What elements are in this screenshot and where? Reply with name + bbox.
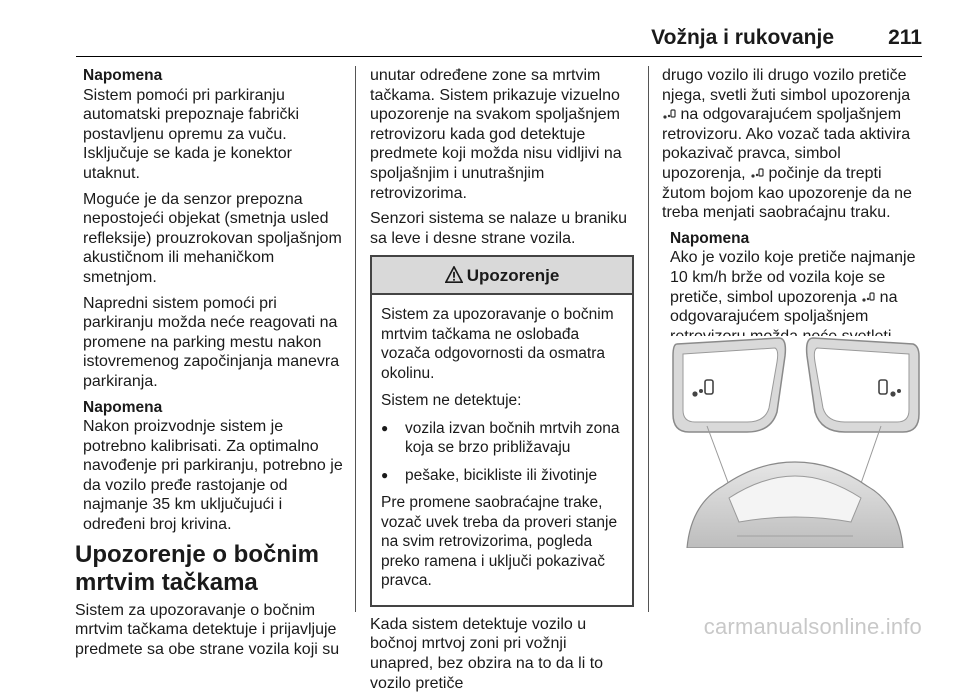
text-run: počinje da trepti žutom bojom kao upozorenje da ne treba menjati saobraćajnu traku. <box>662 164 912 222</box>
warning-title: Upozorenje <box>466 265 560 285</box>
column-left <box>75 66 345 665</box>
paragraph: Moguće je da senzor prepozna nepostojeći objekat (smetnja usled refleksije) prouzrokovan spoljašnjom akustičnom ili mehaničkom smetnjom. <box>83 190 342 286</box>
mirror-illustration <box>667 336 923 548</box>
paragraph: Senzori sistema se nalaze u braniku sa leve i desne strane vozila. <box>370 210 628 247</box>
paragraph: Napredni sistem pomoći pri parkiranju možda neće reagovati na promene na parking mestu nakon istovremenog započinjanja manevra parkiranja. <box>83 294 340 390</box>
warning-text: Pre promene saobraćajne trake, vozač uvek treba da proveri stanje na svim retrovizorima, pogleda preko ramena i uključi pokazivač pravca. <box>381 494 618 590</box>
text-run: na odgovarajućem spoljašnjem retrovizoru. Ako vozač tada aktivira pokazivač pravca, simbol upozorenja, <box>662 106 911 182</box>
column-right <box>662 66 926 352</box>
header-rule <box>76 56 922 57</box>
right-mirror-icon <box>807 338 919 432</box>
note-text: Nakon proizvodnje sistem je potrebno kalibrisati. Za optimalno navođenje pri parkiranju, potrebno je da vozilo pređe rastojanje od najmanje 35 km uključujući i određeni broj krivina. <box>83 418 343 534</box>
column-middle <box>370 66 634 699</box>
page-header <box>0 0 960 58</box>
text-run: drugo vozilo ili drugo vozilo pretiče njega, svetli žuti simbol upozorenja <box>662 67 911 104</box>
warning-text: Sistem za upozoravanje o bočnim mrtvim tačkama ne oslobađa vozača odgovornosti da osmatra okolinu. <box>381 306 614 382</box>
blind-spot-warning-icon <box>750 167 764 179</box>
list-item: ● pešake, bicikliste ili životinje <box>381 466 623 486</box>
column-divider <box>355 66 356 612</box>
column-divider <box>648 66 649 612</box>
note <box>670 229 926 347</box>
warning-box <box>370 255 634 607</box>
paragraph: unutar određene zone sa mrtvim tačkama. Sistem prikazuje vizuelno upozorenje na svakom spoljašnjem retrovizoru kada god detektuje predmete koji možda nisu vidljivi na spoljašnjim i unutrašnjim retrovizorima. <box>370 67 622 202</box>
note-label: Napomena <box>83 398 163 416</box>
blind-spot-warning-icon <box>662 108 676 120</box>
warning-triangle-icon <box>445 266 463 284</box>
chapter-title: Vožnja i rukovanje <box>651 26 834 49</box>
warning-body <box>372 295 632 605</box>
paragraph: Sistem za upozoravanje o bočnim mrtvim tačkama detektuje i prijavljuje predmete sa obe strane vozila koji su <box>75 601 340 658</box>
paragraph: Kada sistem detektuje vozilo u bočnoj mrtvoj zoni pri vožnji unapred, bez obzira na to da li to vozilo pretiče <box>370 615 604 692</box>
warning-text: Sistem ne detektuje: <box>381 392 522 410</box>
section-heading: Upozorenje o bočnim mrtvim tačkama <box>75 540 320 596</box>
paragraph <box>662 66 926 223</box>
note-text <box>670 248 926 346</box>
blind-spot-warning-icon <box>861 291 875 303</box>
warning-header <box>372 257 632 295</box>
note-label: Napomena <box>670 229 750 247</box>
list-item: ● vozila izvan bočnih mrtvih zona koja se brzo približavaju <box>381 419 623 458</box>
text-run: Ako je vozilo koje pretiče najmanje 10 km/h brže od vozila koje se pretiče, simbol upozorenja <box>670 249 916 306</box>
page-number: 211 <box>888 26 922 49</box>
watermark: carmanualsonline.info <box>703 614 922 639</box>
note-text: Sistem pomoći pri parkiranju automatski prepoznaje fabrički postavljenu opremu za vuču. Isključuje se kada je konektor utaknut. <box>83 86 300 182</box>
left-mirror-icon <box>673 338 785 432</box>
note-label: Napomena <box>83 67 163 84</box>
text-run: na odgovarajućem spoljašnjem <box>670 288 898 326</box>
